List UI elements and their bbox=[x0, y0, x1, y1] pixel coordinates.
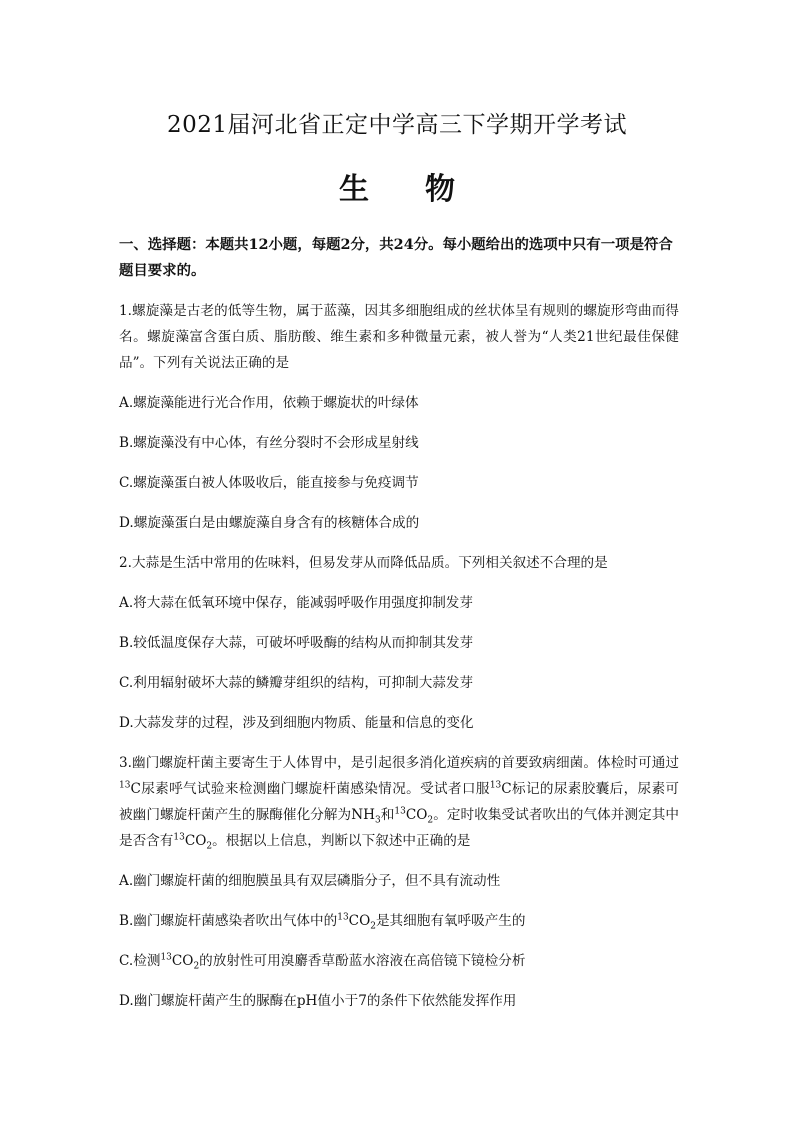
question-1-stem: 1.螺旋藻是古老的低等生物，属于蓝藻，因其多细胞组成的丝状体呈有规则的螺旋形弯曲而得名。螺旋藻富含蛋白质、脂肪酸、维生素和多种微量元素，被人誉为“人类21世纪最佳保健品”。下列有关说法正确的是 bbox=[119, 303, 679, 371]
question-2-stem: 2.大蒜是生活中常用的佐味料，但易发芽从而降低品质。下列相关叙述不合理的是 bbox=[119, 555, 608, 571]
subject-heading bbox=[0, 164, 794, 208]
question-1-option-b: B.螺旋藻没有中心体，有丝分裂时不会形成星射线 bbox=[119, 435, 419, 451]
subject-char-1: 生 bbox=[339, 172, 369, 207]
questions-container bbox=[119, 298, 679, 1014]
exam-title: 2021届河北省正定中学高三下学期开学考试 bbox=[166, 112, 628, 138]
question-1-option-a: A.螺旋藻能进行光合作用，依赖于螺旋状的叶绿体 bbox=[119, 395, 419, 411]
question-1-option-c: C.螺旋藻蛋白被人体吸收后，能直接参与免疫调节 bbox=[119, 475, 419, 491]
question-3-option-b: B.幽门螺旋杆菌感染者吹出气体中的$^{13}CO_2$是其细胞有氧呼吸产生的 bbox=[119, 912, 526, 932]
question-3-option-d: D.幽门螺旋杆菌产生的脲酶在pH值小于7的条件下依然能发挥作用 bbox=[119, 993, 517, 1009]
question-3-option-c: C.检测$^{13}CO_2$的放射性可用溴麝香草酚蓝水溶液在高倍镜下镜检分析 bbox=[119, 952, 526, 972]
question-2-option-d: D.大蒜发芽的过程，涉及到细胞内物质、能量和信息的变化 bbox=[119, 715, 474, 731]
subject-char-2: 物 bbox=[425, 172, 455, 207]
question-2-option-a: A.将大蒜在低氧环境中保存，能减弱呼吸作用强度抑制发芽 bbox=[119, 595, 473, 611]
question-3-option-a: A.幽门螺旋杆菌的细胞膜虽具有双层磷脂分子，但不具有流动性 bbox=[119, 873, 501, 889]
section-heading: 一、选择题：本题共12小题，每题2分，共24分。每小题给出的选项中只有一项是符合题目要求的。 bbox=[119, 236, 673, 279]
question-3-stem: 3.幽门螺旋杆菌主要寄生于人体胃中，是引起很多消化道疾病的首要致病细菌。体检时可通过$^{13}$C尿素呼气试验来检测幽门螺旋杆菌感染情况。受试者口服$^{13}$C标记的尿素胶囊后，尿素可被幽门螺旋杆菌产生的脲酶催化分解为$NH_3$和$^{13}CO_2$。定时收集受试者吹出的气体并测定其中是否含有$^{13}CO_2$。根据以上信息，判断以下叙述中正确的是 bbox=[119, 755, 680, 852]
question-2-option-b: B.较低温度保存大蒜，可破坏呼吸酶的结构从而抑制其发芽 bbox=[119, 635, 474, 651]
question-2-option-c: C.利用辐射破坏大蒜的鳞瓣芽组织的结构，可抑制大蒜发芽 bbox=[119, 675, 474, 691]
question-1-option-d: D.螺旋藻蛋白是由螺旋藻自身含有的核糖体合成的 bbox=[119, 515, 420, 531]
